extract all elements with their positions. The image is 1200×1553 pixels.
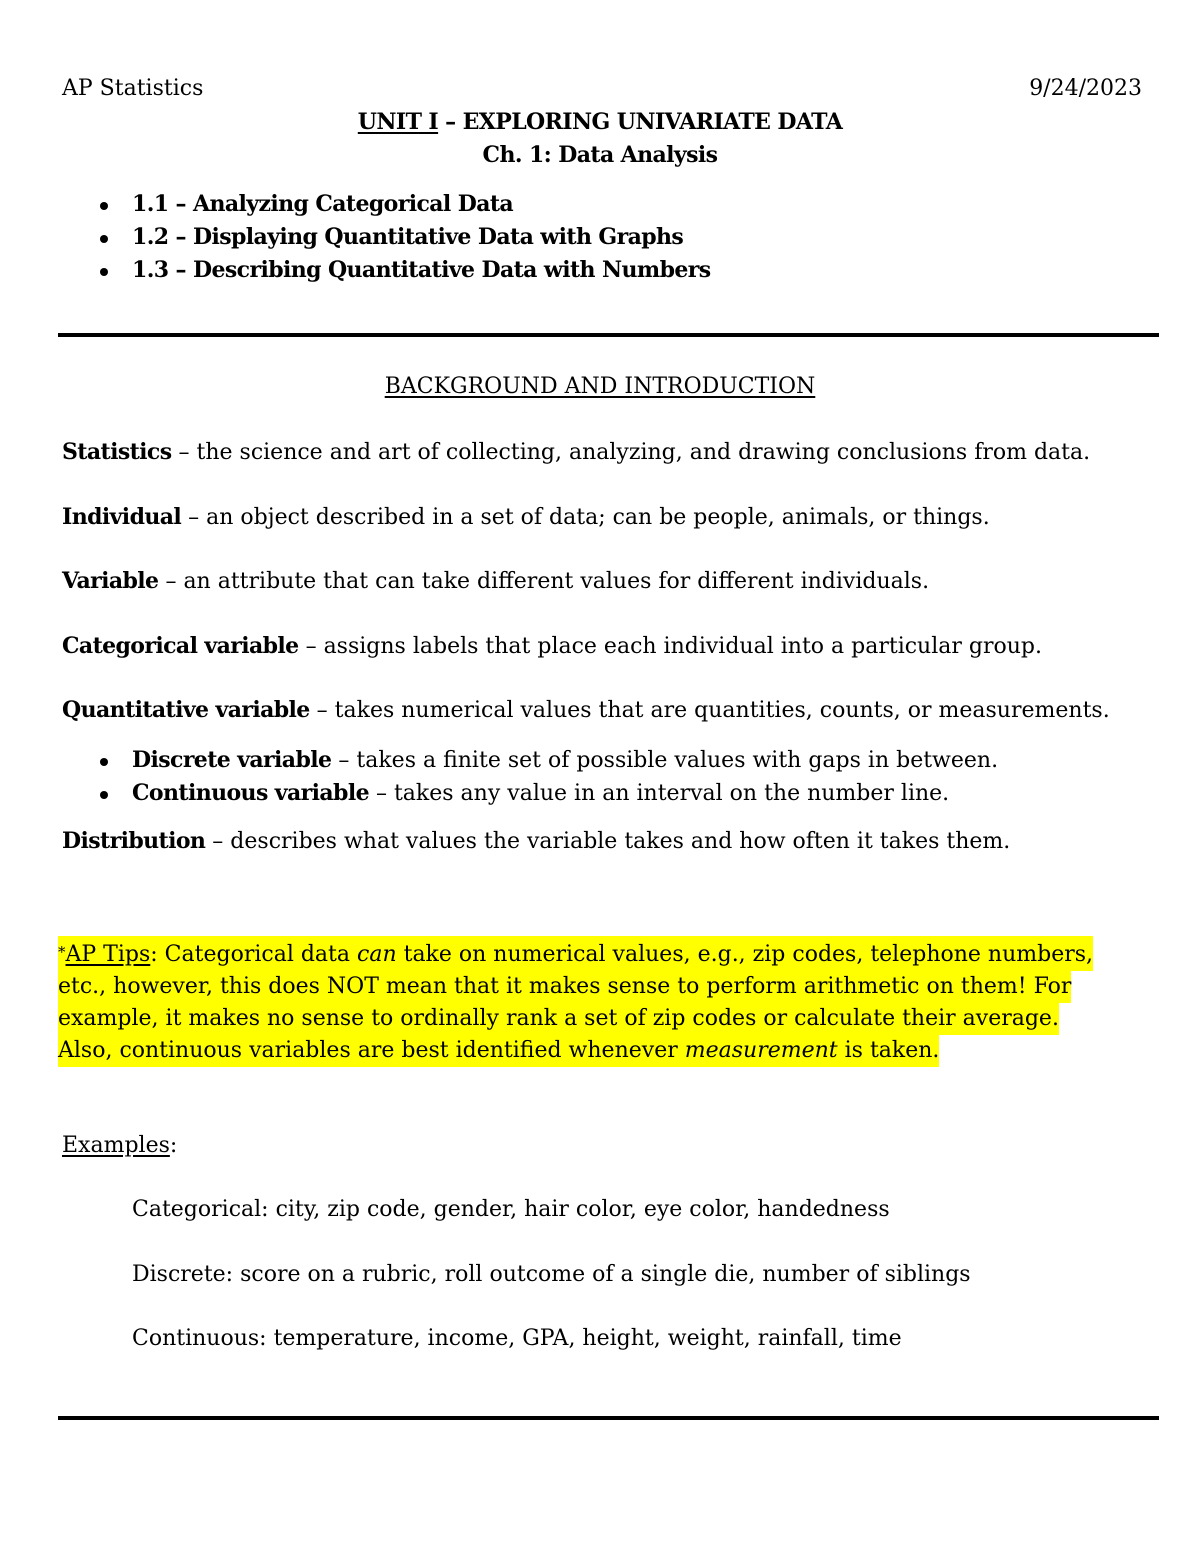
examples-colon: : — [169, 1133, 178, 1158]
definition-discrete-variable — [132, 746, 998, 775]
definition-quantitative-variable — [62, 696, 1110, 725]
bullet-icon — [100, 202, 108, 210]
example-discrete: Discrete: score on a rubric, roll outcome of a single die, number of siblings — [132, 1262, 971, 1287]
bullet-icon — [100, 268, 108, 276]
section-item: 1.3 – Describing Quantitative Data with Numbers — [132, 257, 711, 283]
asterisk: * — [58, 943, 66, 961]
definition-term: Variable — [62, 568, 159, 594]
definition-term: Quantitative variable — [62, 697, 310, 723]
ap-tips-callout — [58, 936, 1093, 1067]
definition-statistics — [62, 438, 1090, 467]
definition-distribution — [62, 827, 1010, 856]
ap-tips-line-4 — [58, 1035, 939, 1067]
definition-term: Statistics — [62, 439, 172, 465]
definition-term: Discrete variable — [132, 747, 332, 773]
course-name: AP Statistics — [62, 76, 204, 101]
example-continuous: Continuous: temperature, income, GPA, height, weight, rainfall, time — [132, 1326, 902, 1351]
definition-continuous-variable — [132, 779, 949, 808]
section-item: 1.1 – Analyzing Categorical Data — [132, 191, 514, 217]
bullet-icon — [100, 758, 108, 766]
definition-text: – the science and art of collecting, analyzing, and drawing conclusions from data. — [171, 440, 1091, 465]
ap-tips-text: is taken. — [837, 1038, 940, 1063]
definition-individual — [62, 503, 990, 532]
section-item: 1.2 – Displaying Quantitative Data with Graphs — [132, 224, 684, 250]
document-date: 9/24/2023 — [1029, 76, 1142, 101]
examples-heading — [62, 1132, 177, 1160]
ap-tips-line-2: etc., however, this does NOT mean that it makes sense to perform arithmetic on them! For — [58, 971, 1071, 1003]
ap-tips-emphasis: can — [357, 942, 397, 967]
definition-text: – an attribute that can take different values for different individuals. — [158, 569, 930, 594]
definition-term: Continuous variable — [132, 780, 369, 806]
example-categorical: Categorical: city, zip code, gender, hair color, eye color, handedness — [132, 1197, 890, 1222]
ap-tips-emphasis: measurement — [684, 1038, 838, 1063]
definition-text: – assigns labels that place each individual into a particular group. — [298, 634, 1042, 659]
definition-term: Individual — [62, 504, 182, 530]
ap-tips-text: Also, continuous variables are best identified whenever — [58, 1038, 685, 1063]
definition-text: – an object described in a set of data; can be people, animals, or things. — [181, 505, 990, 530]
unit-title — [0, 108, 1200, 136]
definition-text: – describes what values the variable takes and how often it takes them. — [205, 829, 1011, 854]
bullet-icon — [100, 791, 108, 799]
definition-categorical-variable — [62, 632, 1042, 661]
ap-tips-text: : Categorical data — [150, 942, 357, 967]
definition-text: – takes any value in an interval on the number line. — [368, 781, 950, 806]
ap-tips-line-1 — [58, 936, 1093, 971]
definition-text: – takes numerical values that are quantities, counts, or measurements. — [309, 698, 1110, 723]
unit-subtitle: – EXPLORING UNIVARIATE DATA — [438, 109, 843, 135]
definition-text: – takes a finite set of possible values with gaps in between. — [331, 748, 999, 773]
ap-tips-line-3: example, it makes no sense to ordinally rank a set of zip codes or calculate their average. — [58, 1003, 1059, 1035]
ap-tips-text: take on numerical values, e.g., zip codes, telephone numbers, — [396, 942, 1094, 967]
background-heading: BACKGROUND AND INTRODUCTION — [384, 374, 816, 399]
definition-term: Distribution — [62, 828, 206, 854]
ap-tips-label: AP Tips — [65, 942, 151, 967]
bullet-icon — [100, 235, 108, 243]
definition-term: Categorical variable — [62, 633, 299, 659]
section-divider — [58, 333, 1159, 337]
examples-label: Examples — [62, 1133, 170, 1158]
definition-variable — [62, 567, 929, 596]
chapter-title: Ch. 1: Data Analysis — [482, 142, 718, 168]
unit-label: UNIT I — [357, 109, 439, 135]
section-divider — [58, 1416, 1159, 1420]
